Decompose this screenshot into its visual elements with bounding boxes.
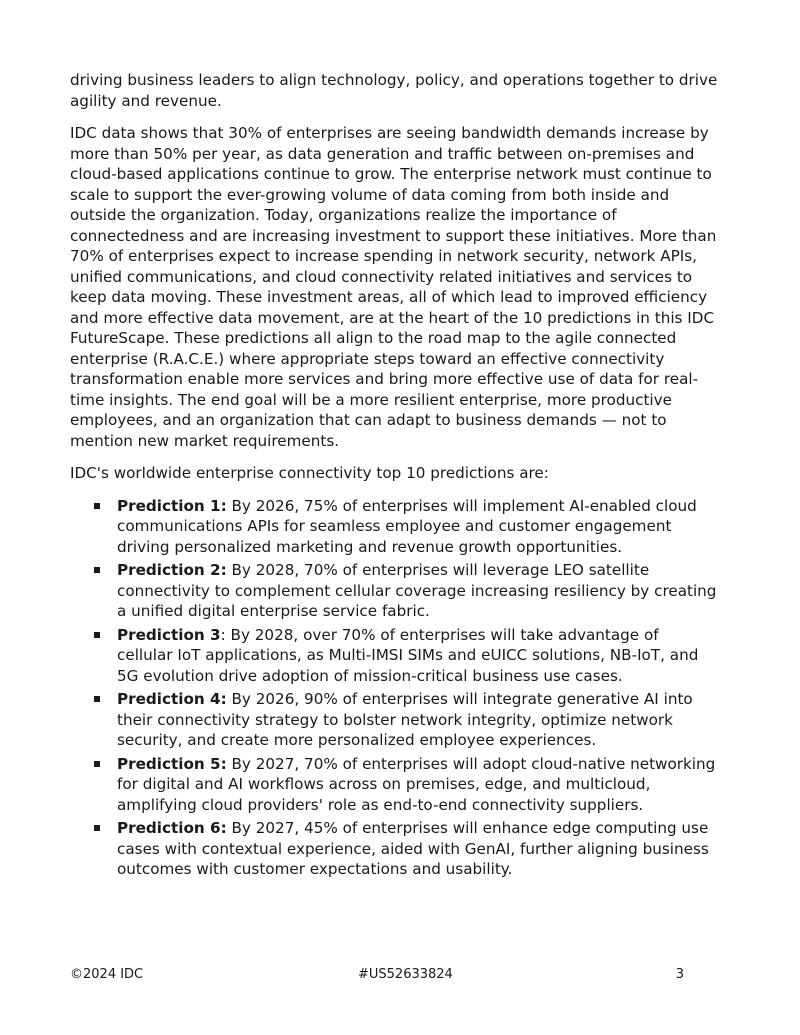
prediction-label: Prediction 6:	[117, 819, 227, 837]
copyright-text: ©2024 IDC	[70, 967, 144, 982]
prediction-label: Prediction 5:	[117, 754, 227, 773]
square-bullet-icon	[94, 567, 100, 573]
square-bullet-icon	[94, 503, 100, 509]
prediction-label: Prediction 4:	[117, 690, 227, 708]
prediction-item	[70, 496, 718, 558]
page-body	[70, 70, 718, 883]
prediction-item	[70, 818, 718, 880]
prediction-label: Prediction 2:	[117, 561, 227, 579]
page-number: 3	[675, 967, 684, 982]
prediction-text: By 2026, 75% of enterprises will implement AI-enabled cloud communications APIs for seamless employee and customer engagement driving personalized marketing and revenue growth opportunities.	[117, 496, 697, 556]
prediction-text: By 2027, 45% of enterprises will enhance edge computing use cases with contextual experience, aided with GenAI, further aligning business outcomes with customer expectations and usability.	[117, 819, 709, 878]
prediction-text: By 2027, 70% of enterprises will adopt cloud-native networking for digital and AI workflows across on premises, edge, and multicloud, amplifying cloud providers' role as end-to-end connectivity suppliers.	[117, 754, 716, 814]
prediction-item	[70, 560, 718, 622]
prediction-item	[70, 689, 718, 751]
square-bullet-icon	[94, 632, 100, 638]
predictions-intro: IDC's worldwide enterprise connectivity top 10 predictions are:	[70, 464, 549, 482]
prediction-text: By 2026, 90% of enterprises will integrate generative AI into their connectivity strategy to bolster network integrity, optimize network security, and create more personalized employee experiences.	[117, 690, 693, 749]
prediction-label: Prediction 3	[117, 625, 221, 644]
prediction-item	[70, 625, 718, 687]
bandwidth-paragraph: IDC data shows that 30% of enterprises are seeing bandwidth demands increase by more than 50% per year, as data generation and traffic between on-premises and cloud-based applications continue to grow. The enterprise network must continue to scale to support the ever-growing volume of data coming from both inside and outside the organization. Today, organizations realize the importance of connectedness and are increasing investment to support these initiatives. More than 70% of enterprises expect to increase spending in network security, network APIs, unified communications, and cloud connectivity related initiatives and services to keep data moving. These investment areas, all of which lead to improved efficiency and more effective data movement, are at the heart of the 10 predictions in this IDC FutureScape. These predictions all align to the road map to the agile connected enterprise (R.A.C.E.) where appropriate steps toward an effective connectivity transformation enable more services and bring more effective use of data for real-time insights. The end goal will be a more resilient enterprise, more productive employees, and an organization that can adapt to business demands — not to mention new market requirements.	[70, 124, 717, 450]
page-footer	[70, 967, 684, 987]
predictions-list	[70, 496, 718, 880]
prediction-text: : By 2028, over 70% of enterprises will take advantage of cellular IoT applications, as Multi-IMSI SIMs and eUICC solutions, NB-IoT, and 5G evolution drive adoption of mission-critical business use cases.	[117, 625, 699, 685]
intro-continuation-paragraph: driving business leaders to align technology, policy, and operations together to drive agility and revenue.	[70, 71, 718, 110]
prediction-label: Prediction 1:	[117, 496, 227, 515]
prediction-item	[70, 754, 718, 816]
document-id: #US52633824	[358, 967, 453, 982]
square-bullet-icon	[94, 825, 100, 831]
square-bullet-icon	[94, 696, 100, 702]
prediction-text: By 2028, 70% of enterprises will leverage LEO satellite connectivity to complement cellular coverage increasing resiliency by creating a unified digital enterprise service fabric.	[117, 561, 717, 620]
square-bullet-icon	[94, 761, 100, 767]
